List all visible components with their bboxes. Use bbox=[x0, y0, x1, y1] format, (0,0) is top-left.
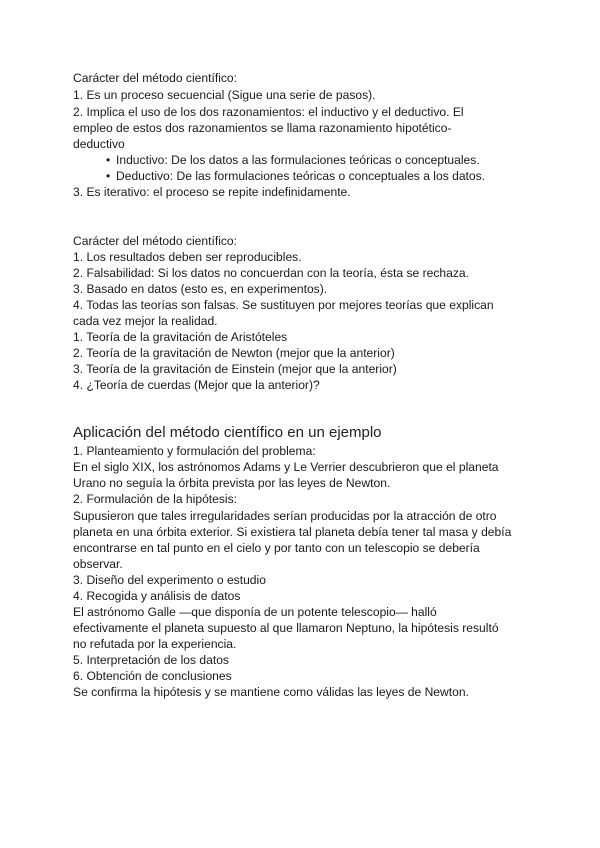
section-3-item: 6. Obtención de conclusiones bbox=[73, 669, 232, 683]
section-1-item: empleo de estos dos razonamientos se llama razonamiento hipotético- bbox=[73, 121, 452, 135]
section-2-item: 4. Todas las teorías son falsas. Se sustituyen por mejores teorías que explican bbox=[73, 298, 494, 312]
section-2-item: 1. Teoría de la gravitación de Aristóteles bbox=[73, 330, 288, 344]
bullet-item bbox=[106, 152, 480, 168]
section-3-item: 1. Planteamiento y formulación del problema: bbox=[73, 444, 316, 458]
section-2-item: 2. Teoría de la gravitación de Newton (mejor que la anterior) bbox=[73, 346, 395, 360]
section-1-item: 3. Es iterativo: el proceso se repite indefinidamente. bbox=[73, 185, 351, 199]
section-2-item: 3. Teoría de la gravitación de Einstein (mejor que la anterior) bbox=[73, 362, 397, 376]
section-2-item: 1. Los resultados deben ser reproducibles. bbox=[73, 250, 302, 264]
section-3-item: efectivamente el planeta supuesto al que llamaron Neptuno, la hipótesis resultó bbox=[73, 621, 499, 635]
bullet-text: Deductivo: De las formulaciones teóricas o conceptuales a los datos. bbox=[116, 169, 486, 183]
section-1-heading: Carácter del método científico: bbox=[73, 71, 238, 85]
section-3-item: no refutada por la experiencia. bbox=[73, 637, 237, 651]
bullet-icon: • bbox=[106, 153, 111, 167]
section-1-item: deductivo bbox=[73, 137, 125, 151]
section-3-item: 5. Interpretación de los datos bbox=[73, 653, 229, 667]
section-2-heading: Carácter del método científico: bbox=[73, 234, 238, 248]
section-1-item: 2. Implica el uso de los dos razonamientos: el inductivo y el deductivo. El bbox=[73, 105, 464, 119]
section-2-item: 3. Basado en datos (esto es, en experimentos). bbox=[73, 282, 328, 296]
section-3-item: observar. bbox=[73, 557, 123, 571]
section-3-item: encontrarse en tal punto en el cielo y por tanto con un telescopio se debería bbox=[73, 541, 480, 555]
section-3-item: Supusieron que tales irregularidades serían producidas por la atracción de otro bbox=[73, 509, 497, 523]
bullet-icon: • bbox=[106, 169, 111, 183]
section-3-item: 2. Formulación de la hipótesis: bbox=[73, 492, 238, 506]
bullet-text: Inductivo: De los datos a las formulaciones teóricas o conceptuales. bbox=[116, 153, 480, 167]
section-3-heading: Aplicación del método científico en un ejemplo bbox=[73, 424, 382, 441]
section-3-item: Urano no seguía la órbita prevista por las leyes de Newton. bbox=[73, 476, 391, 490]
section-3-item: Se confirma la hipótesis y se mantiene como válidas las leyes de Newton. bbox=[73, 685, 469, 699]
section-3-item: planeta en una órbita exterior. Si existiera tal planeta debía tener tal masa y debía bbox=[73, 525, 512, 539]
section-1-item: 1. Es un proceso secuencial (Sigue una serie de pasos). bbox=[73, 88, 376, 102]
section-2-item: 4. ¿Teoría de cuerdas (Mejor que la anterior)? bbox=[73, 378, 320, 392]
section-3-item: 3. Diseño del experimento o estudio bbox=[73, 573, 266, 587]
section-2-item: 2. Falsabilidad: Si los datos no concuerdan con la teoría, ésta se rechaza. bbox=[73, 266, 469, 280]
section-3-item: En el siglo XIX, los astrónomos Adams y Le Verrier descubrieron que el planeta bbox=[73, 460, 499, 474]
section-2-item: cada vez mejor la realidad. bbox=[73, 314, 218, 328]
bullet-item bbox=[106, 168, 485, 184]
section-3-item: El astrónomo Galle —que disponía de un potente telescopio— halló bbox=[73, 605, 437, 619]
section-3-item: 4. Recogida y análisis de datos bbox=[73, 589, 241, 603]
